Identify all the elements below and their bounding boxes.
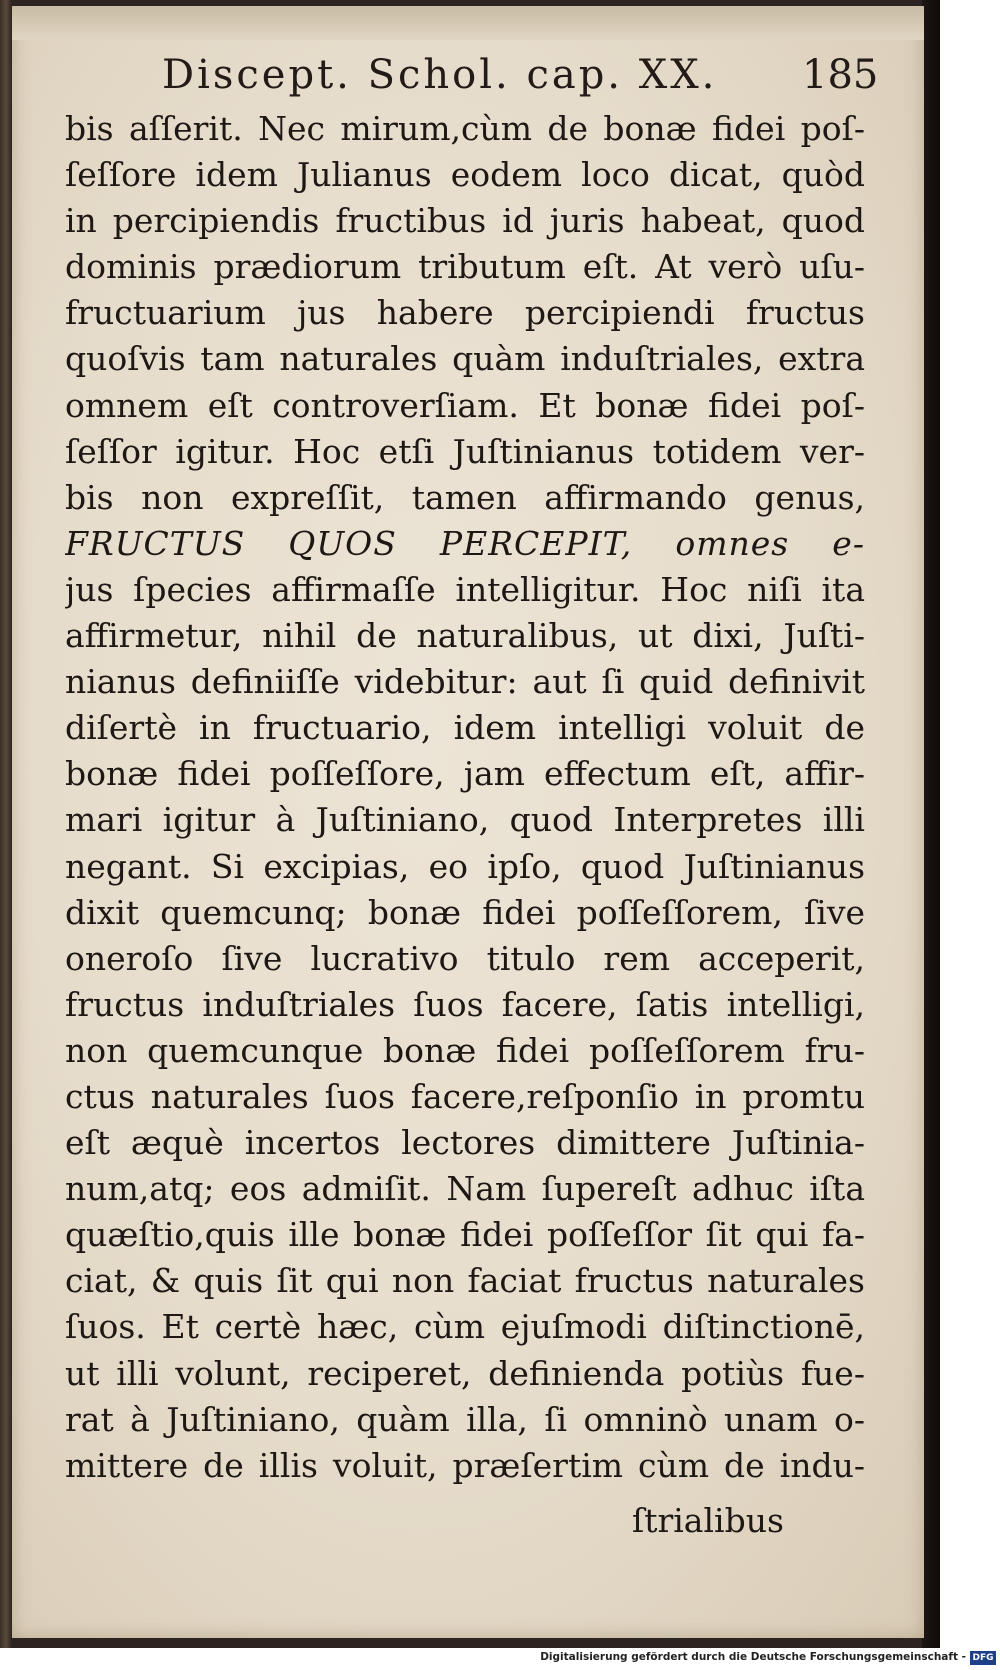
text-line: ut illi volunt, reciperet, definienda potiùs fue- (65, 1353, 865, 1393)
text-line: mittere de illis voluit, præſertim cùm de indu- (65, 1445, 865, 1485)
digitization-footer (0, 1648, 1000, 1670)
running-head: Discept. Schol. cap. XX. (162, 52, 718, 98)
text-line: bis aſſerit. Nec mirum,cùm de bonæ fidei poſ- (65, 109, 865, 148)
text-line-emphasis: FRUCTUS QUOS PERCEPIT, omnes e- (65, 523, 865, 563)
text-line: ſuos. Et certè hæc, cùm ejuſmodi diſtinctionē, (65, 1307, 865, 1347)
text-line: fructus induſtriales ſuos facere, ſatis intelligi, (65, 984, 865, 1024)
text-line: bis non expreſſit, tamen affirmando genus, (65, 477, 865, 517)
text-line: ſeſſore idem Julianus eodem loco dicat, quòd (65, 155, 865, 195)
text-line: ciat, & quis ſit qui non faciat fructus naturales (65, 1261, 865, 1301)
page-edge-shadow (922, 0, 940, 1648)
text-line: dixit quemcunq; bonæ fidei poſſeſſorem, ſive (65, 892, 865, 932)
text-line: bonæ fidei poſſeſſore, jam effectum eſt, affir- (65, 754, 865, 794)
text-line: omnem eſt controverſiam. Et bonæ fidei poſ- (65, 385, 865, 425)
text-line: negant. Si excipias, eo ipſo, quod Juſtinianus (65, 846, 865, 886)
page-header (12, 50, 924, 100)
book-page (12, 6, 924, 1638)
text-line: fructuarium jus habere percipiendi fructus (65, 293, 865, 333)
text-line: dominis prædiorum tributum eſt. At verò uſu- (65, 247, 865, 287)
dfg-logo: DFG (970, 1651, 996, 1665)
catchword: ſtrialibus (632, 1501, 784, 1540)
text-line: quoſvis tam naturales quàm induſtriales, extra (65, 339, 865, 379)
text-line: num,atq; eos admiſit. Nam ſupereſt adhuc iſta (65, 1169, 865, 1209)
text-line: affirmetur, nihil de naturalibus, ut dixi, Juſti- (65, 616, 865, 656)
text-line: nianus definiiſſe videbitur: aut ſi quid definivit (65, 662, 865, 702)
page-number: 185 (802, 52, 879, 98)
page-top-margin (12, 6, 924, 40)
text-line: in percipiendis fructibus id juris habeat, quod (65, 201, 865, 241)
text-line: non quemcunque bonæ fidei poſſeſſorem fru- (65, 1030, 865, 1070)
text-line: eſt æquè incertos lectores dimittere Juſtinia- (65, 1123, 865, 1163)
text-line: jus ſpecies affirmaſſe intelligitur. Hoc niſi ita (65, 569, 865, 609)
text-line: rat à Juſtiniano, quàm illa, ſi omninò unam o- (65, 1399, 865, 1439)
text-line: oneroſo ſive lucrativo titulo rem acceperit, (65, 938, 865, 978)
body-text (65, 106, 865, 1489)
text-line: ſeſſor igitur. Hoc etſi Juſtinianus totidem ver- (65, 431, 865, 471)
funding-credit: Digitalisierung gefördert durch die Deutsche Forschungsgemeinschaft - (540, 1651, 966, 1663)
text-line: quæſtio,quis ille bonæ fidei poſſeſſor ſit qui fa- (65, 1215, 865, 1255)
text-line: diſertè in fructuario, idem intelligi voluit de (65, 708, 865, 748)
text-line: ctus naturales ſuos facere,reſponſio in promtu (65, 1076, 865, 1116)
text-line: mari igitur à Juſtiniano, quod Interpretes illi (65, 800, 865, 840)
